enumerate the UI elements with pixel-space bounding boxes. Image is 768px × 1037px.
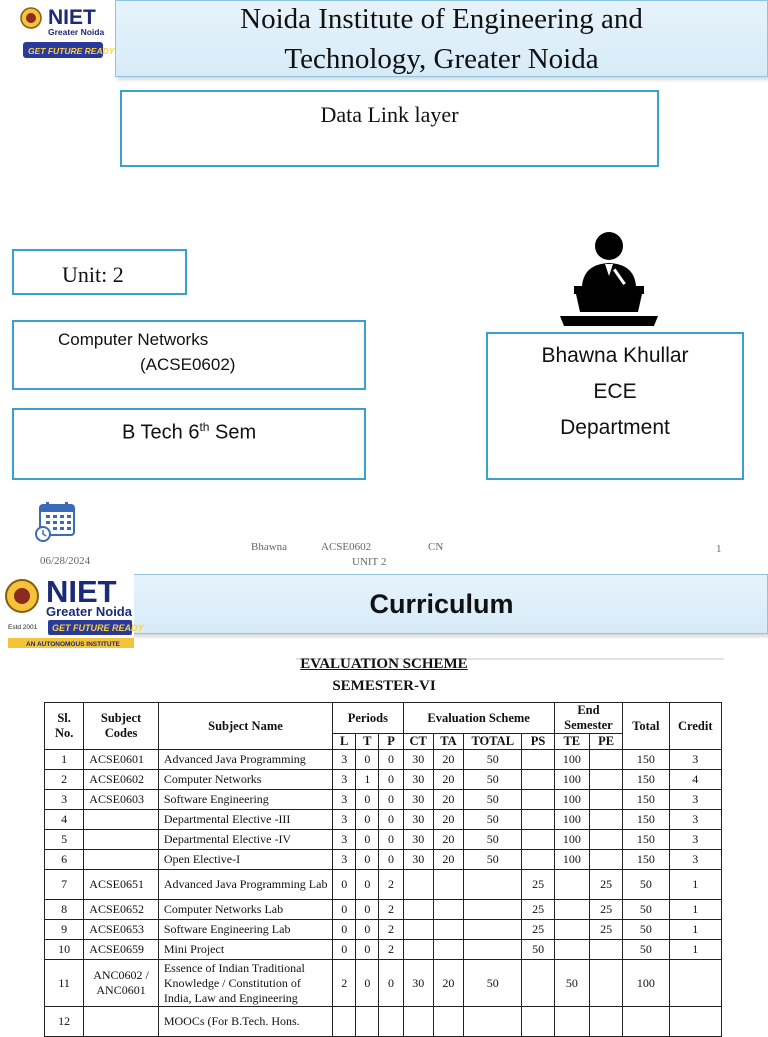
- course-name: Computer Networks: [58, 330, 209, 349]
- table-cell: MOOCs (For B.Tech. Hons.: [158, 1007, 332, 1037]
- table-cell: 1: [356, 770, 379, 790]
- table-cell: 1: [669, 940, 721, 960]
- header-periods: Periods: [333, 703, 403, 734]
- table-cell: [554, 870, 589, 900]
- table-cell: 11: [45, 960, 84, 1007]
- table-cell: [589, 850, 622, 870]
- niet-logo-large: [2, 574, 144, 650]
- topic-box: [120, 90, 659, 167]
- course-box: [12, 320, 366, 390]
- table-cell: 100: [554, 810, 589, 830]
- table-cell: [522, 830, 554, 850]
- table-cell: 0: [356, 870, 379, 900]
- table-row: [45, 870, 722, 900]
- table-cell: 3: [333, 850, 356, 870]
- table-cell: 0: [356, 940, 379, 960]
- table-cell: Essence of Indian Traditional Knowledge / Constitution of India, Law and Engineering: [158, 960, 332, 1007]
- faculty-dept-code: ECE: [593, 380, 637, 403]
- course-code: (ACSE0602): [140, 355, 236, 374]
- header-te: TE: [554, 734, 589, 750]
- table-cell: 30: [403, 960, 433, 1007]
- table-cell: 7: [45, 870, 84, 900]
- table-cell: 150: [623, 790, 669, 810]
- table-cell: 30: [403, 850, 433, 870]
- table-cell: [623, 1007, 669, 1037]
- table-cell: 0: [356, 790, 379, 810]
- table-cell: 30: [403, 830, 433, 850]
- table-cell: 0: [356, 960, 379, 1007]
- table-row: [45, 830, 722, 850]
- table-row: [45, 900, 722, 920]
- footer-page: 1: [716, 543, 722, 555]
- table-cell: [522, 810, 554, 830]
- footer-code: ACSE0602: [321, 541, 372, 553]
- table-cell: 30: [403, 790, 433, 810]
- evaluation-scheme-title: EVALUATION SCHEME: [300, 656, 468, 672]
- table-cell: Open Elective-I: [158, 850, 332, 870]
- table-cell: 3: [669, 790, 721, 810]
- unit-box: [12, 249, 187, 295]
- table-cell: Computer Networks Lab: [158, 900, 332, 920]
- table-cell: 2: [45, 770, 84, 790]
- table-cell: 3: [669, 830, 721, 850]
- table-row: [45, 940, 722, 960]
- table-cell: 30: [403, 770, 433, 790]
- table-cell: 50: [464, 960, 522, 1007]
- table-cell: 150: [623, 750, 669, 770]
- header-t: T: [356, 734, 379, 750]
- table-cell: Departmental Elective -III: [158, 810, 332, 830]
- table-cell: 50: [464, 830, 522, 850]
- table-cell: 25: [522, 870, 554, 900]
- table-cell: 2: [379, 900, 403, 920]
- table-cell: 0: [379, 770, 403, 790]
- table-cell: [84, 850, 159, 870]
- table-cell: Software Engineering Lab: [158, 920, 332, 940]
- table-cell: 1: [669, 900, 721, 920]
- logo2-estd: Estd 2001: [8, 624, 38, 631]
- header-sl-no: Sl. No.: [45, 703, 84, 750]
- table-cell: [464, 1007, 522, 1037]
- table-cell: 30: [403, 810, 433, 830]
- table-cell: [464, 940, 522, 960]
- semester-title: SEMESTER-VI: [332, 678, 436, 694]
- logo-name: NIET: [48, 6, 96, 29]
- table-row: [45, 850, 722, 870]
- table-cell: [403, 940, 433, 960]
- semester-label: B Tech 6th Sem: [122, 420, 257, 444]
- header-total: Total: [623, 703, 669, 750]
- table-cell: 0: [356, 810, 379, 830]
- table-cell: [379, 1007, 403, 1037]
- table-cell: ACSE0659: [84, 940, 159, 960]
- table-cell: 150: [623, 850, 669, 870]
- table-cell: [522, 1007, 554, 1037]
- niet-logo: [18, 4, 115, 64]
- logo2-tagline: GET FUTURE READY: [52, 623, 144, 633]
- table-cell: 20: [433, 850, 463, 870]
- table-cell: 2: [379, 870, 403, 900]
- table-cell: [589, 750, 622, 770]
- table-cell: 0: [356, 900, 379, 920]
- table-cell: [433, 900, 463, 920]
- table-cell: [589, 830, 622, 850]
- table-cell: 0: [356, 830, 379, 850]
- table-cell: 25: [589, 920, 622, 940]
- header-subject-name: Subject Name: [158, 703, 332, 750]
- table-cell: 150: [623, 830, 669, 850]
- faculty-name: Bhawna Khullar: [541, 344, 689, 367]
- table-cell: 150: [623, 810, 669, 830]
- table-cell: [433, 940, 463, 960]
- curriculum-header: [115, 574, 768, 634]
- table-cell: [84, 830, 159, 850]
- table-cell: [433, 870, 463, 900]
- table-cell: 150: [623, 770, 669, 790]
- footer-unit: UNIT 2: [352, 556, 387, 568]
- table-cell: 20: [433, 830, 463, 850]
- table-cell: 50: [464, 850, 522, 870]
- table-cell: 1: [45, 750, 84, 770]
- table-cell: 25: [589, 900, 622, 920]
- table-cell: [433, 1007, 463, 1037]
- faculty-box: [486, 332, 744, 480]
- table-cell: Software Engineering: [158, 790, 332, 810]
- table-cell: [589, 1007, 622, 1037]
- table-cell: 50: [623, 870, 669, 900]
- table-cell: [356, 1007, 379, 1037]
- header-end-semester: End Semester: [554, 703, 623, 734]
- table-cell: [554, 940, 589, 960]
- table-cell: Advanced Java Programming Lab: [158, 870, 332, 900]
- table-cell: 50: [464, 810, 522, 830]
- header-credit: Credit: [669, 703, 721, 750]
- table-cell: 100: [554, 790, 589, 810]
- table-cell: 4: [669, 770, 721, 790]
- table-cell: [589, 810, 622, 830]
- table-cell: [669, 1007, 721, 1037]
- table-cell: [522, 960, 554, 1007]
- table-cell: 3: [333, 810, 356, 830]
- table-cell: 0: [379, 830, 403, 850]
- header-ta: TA: [433, 734, 463, 750]
- table-cell: 50: [623, 920, 669, 940]
- table-cell: 3: [669, 810, 721, 830]
- table-cell: [589, 940, 622, 960]
- table-cell: [403, 870, 433, 900]
- table-cell: 2: [333, 960, 356, 1007]
- table-cell: ACSE0651: [84, 870, 159, 900]
- table-cell: 0: [379, 790, 403, 810]
- table-cell: [589, 960, 622, 1007]
- semester-box: [12, 408, 366, 480]
- table-cell: [464, 900, 522, 920]
- curriculum-title: Curriculum: [369, 588, 514, 619]
- table-cell: [403, 920, 433, 940]
- table-cell: [589, 770, 622, 790]
- table-cell: ACSE0602: [84, 770, 159, 790]
- table-cell: 20: [433, 960, 463, 1007]
- table-cell: Advanced Java Programming: [158, 750, 332, 770]
- header-subject-codes: Subject Codes: [84, 703, 159, 750]
- table-cell: Mini Project: [158, 940, 332, 960]
- table-cell: [403, 1007, 433, 1037]
- table-row: [45, 1007, 722, 1037]
- header-ct: CT: [403, 734, 433, 750]
- curriculum-table-body: [45, 750, 722, 1037]
- table-cell: 30: [403, 750, 433, 770]
- table-cell: 50: [623, 900, 669, 920]
- table-cell: 20: [433, 750, 463, 770]
- unit-label: Unit: 2: [62, 262, 124, 287]
- table-cell: 6: [45, 850, 84, 870]
- footer-date: 06/28/2024: [40, 555, 91, 567]
- table-cell: 8: [45, 900, 84, 920]
- table-cell: 20: [433, 790, 463, 810]
- table-cell: 50: [464, 750, 522, 770]
- table-cell: 3: [669, 850, 721, 870]
- table-cell: 1: [669, 870, 721, 900]
- table-cell: 3: [333, 750, 356, 770]
- table-cell: 0: [356, 750, 379, 770]
- table-row: [45, 770, 722, 790]
- logo2-sub: Greater Noida: [46, 604, 132, 619]
- table-cell: 25: [589, 870, 622, 900]
- speaker-at-podium-icon: [558, 232, 660, 328]
- logo2-strip: AN AUTONOMOUS INSTITUTE: [26, 641, 120, 648]
- table-cell: 0: [379, 750, 403, 770]
- table-cell: [589, 790, 622, 810]
- table-cell: 50: [554, 960, 589, 1007]
- table-cell: 25: [522, 920, 554, 940]
- table-cell: 2: [379, 920, 403, 940]
- table-cell: 5: [45, 830, 84, 850]
- table-cell: 3: [333, 830, 356, 850]
- table-cell: [522, 790, 554, 810]
- table-cell: [464, 920, 522, 940]
- logo-sub: Greater Noida: [48, 27, 105, 37]
- table-cell: 50: [464, 770, 522, 790]
- table-cell: [333, 1007, 356, 1037]
- table-cell: [84, 810, 159, 830]
- table-row: [45, 750, 722, 770]
- table-cell: [464, 870, 522, 900]
- table-cell: 0: [333, 920, 356, 940]
- header-total-eval: TOTAL: [464, 734, 522, 750]
- table-row: [45, 810, 722, 830]
- table-cell: 100: [554, 850, 589, 870]
- table-cell: Departmental Elective -IV: [158, 830, 332, 850]
- table-cell: 25: [522, 900, 554, 920]
- table-cell: Computer Networks: [158, 770, 332, 790]
- table-cell: [669, 960, 721, 1007]
- table-cell: 50: [464, 790, 522, 810]
- table-cell: 0: [379, 960, 403, 1007]
- table-cell: 0: [356, 850, 379, 870]
- table-cell: 100: [554, 830, 589, 850]
- curriculum-table: [44, 702, 722, 1037]
- table-cell: 50: [522, 940, 554, 960]
- table-cell: [84, 1007, 159, 1037]
- table-cell: 0: [333, 900, 356, 920]
- faculty-dept-word: Department: [560, 416, 670, 439]
- table-cell: 3: [669, 750, 721, 770]
- header-l: L: [333, 734, 356, 750]
- table-cell: [522, 770, 554, 790]
- table-cell: ACSE0601: [84, 750, 159, 770]
- table-cell: ACSE0603: [84, 790, 159, 810]
- table-cell: ACSE0653: [84, 920, 159, 940]
- table-cell: 1: [669, 920, 721, 940]
- table-cell: 3: [45, 790, 84, 810]
- table-cell: [433, 920, 463, 940]
- table-cell: 100: [554, 770, 589, 790]
- table-cell: 3: [333, 770, 356, 790]
- table-cell: 0: [379, 850, 403, 870]
- table-cell: [522, 750, 554, 770]
- institute-title: Noida Institute of Engineering and Technology, Greater Noida: [240, 2, 643, 75]
- topic-title: Data Link layer: [320, 102, 459, 127]
- curriculum-slide: [0, 574, 768, 1028]
- table-cell: [554, 1007, 589, 1037]
- institute-header: [115, 0, 768, 77]
- calendar-icon: [34, 501, 78, 543]
- table-cell: 0: [379, 810, 403, 830]
- table-cell: 10: [45, 940, 84, 960]
- table-cell: [554, 920, 589, 940]
- table-cell: 0: [356, 920, 379, 940]
- table-cell: 0: [333, 870, 356, 900]
- header-evaluation-scheme: Evaluation Scheme: [403, 703, 554, 734]
- table-cell: [522, 850, 554, 870]
- table-cell: 20: [433, 810, 463, 830]
- header-pe: PE: [589, 734, 622, 750]
- table-cell: 100: [554, 750, 589, 770]
- table-cell: 9: [45, 920, 84, 940]
- table-cell: 4: [45, 810, 84, 830]
- table-cell: ANC0602 / ANC0601: [84, 960, 159, 1007]
- header-p: P: [379, 734, 403, 750]
- table-cell: 50: [623, 940, 669, 960]
- table-cell: 100: [623, 960, 669, 1007]
- footer-author: Bhawna: [251, 541, 288, 553]
- table-row: [45, 920, 722, 940]
- table-cell: 0: [333, 940, 356, 960]
- table-cell: 20: [433, 770, 463, 790]
- table-row: [45, 790, 722, 810]
- table-row: [45, 960, 722, 1007]
- logo-tagline: GET FUTURE READY: [28, 46, 115, 56]
- table-cell: 3: [333, 790, 356, 810]
- footer-subject: CN: [428, 541, 444, 553]
- table-cell: ACSE0652: [84, 900, 159, 920]
- table-cell: [403, 900, 433, 920]
- table-cell: [554, 900, 589, 920]
- logo2-name: NIET: [46, 574, 117, 609]
- table-cell: 2: [379, 940, 403, 960]
- table-cell: 12: [45, 1007, 84, 1037]
- header-ps: PS: [522, 734, 554, 750]
